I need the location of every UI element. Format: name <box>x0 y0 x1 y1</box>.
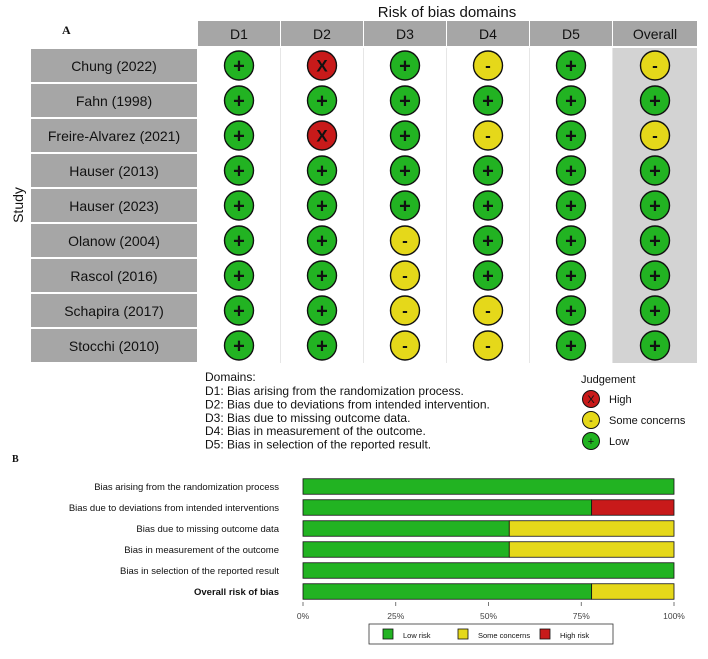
judgement-symbol: - <box>652 126 658 146</box>
judgement-symbol: + <box>399 90 411 113</box>
judgement-symbol: + <box>399 55 411 78</box>
domain-header-label: D5 <box>562 26 580 42</box>
panel-a-title: Risk of bias domains <box>377 4 517 21</box>
x-tick-label: 0% <box>296 611 310 621</box>
judgement-symbol: X <box>316 126 328 146</box>
study-name: Schapira (2017) <box>64 303 164 319</box>
bar-segment <box>303 563 674 579</box>
judgement-symbol: + <box>233 125 245 148</box>
summary-legend-swatch-some <box>458 629 468 639</box>
judgement-symbol: + <box>649 265 661 288</box>
judgement-symbol: + <box>565 335 577 358</box>
study-name: Freire-Alvarez (2021) <box>47 128 181 144</box>
judgement-symbol: + <box>649 335 661 358</box>
category-label: Bias due to missing outcome data <box>136 524 279 535</box>
study-name: Rascol (2016) <box>70 268 158 284</box>
domain-notes-title: Domains: <box>205 370 256 384</box>
domain-note: D2: Bias due to deviations from intended intervention. <box>205 397 490 412</box>
study-name: Hauser (2013) <box>69 163 159 179</box>
judgement-symbol: + <box>233 265 245 288</box>
panel-a-letter: A <box>62 23 71 37</box>
x-tick-label: 50% <box>479 611 498 621</box>
domain-header-label: D4 <box>479 26 497 42</box>
legend-symbol: - <box>589 415 593 427</box>
summary-legend-label: High risk <box>560 631 590 640</box>
judgement-symbol: + <box>482 90 494 113</box>
judgement-symbol: + <box>565 230 577 253</box>
judgement-symbol: X <box>316 56 328 76</box>
judgement-symbol: + <box>399 160 411 183</box>
bar-segment <box>592 584 674 600</box>
judgement-symbol: - <box>485 56 491 76</box>
judgement-symbol: + <box>316 90 328 113</box>
judgement-symbol: + <box>482 265 494 288</box>
traffic-light-grid <box>31 21 697 363</box>
legend-symbol: X <box>587 394 595 406</box>
domain-note: D4: Bias in measurement of the outcome. <box>205 424 426 439</box>
study-name: Chung (2022) <box>71 58 157 74</box>
judgement-symbol: - <box>485 336 491 356</box>
legend-label: Low <box>609 436 630 448</box>
domain-header-label: Overall <box>632 26 678 42</box>
judgement-symbol: + <box>565 125 577 148</box>
judgement-symbol: + <box>482 195 494 218</box>
judgement-symbol: + <box>649 160 661 183</box>
domain-header-label: D3 <box>396 26 414 42</box>
x-tick-label: 75% <box>572 611 590 621</box>
domain-header-label: D2 <box>313 26 331 42</box>
judgement-symbol: + <box>649 230 661 253</box>
study-name: Stocchi (2010) <box>68 338 160 354</box>
judgement-symbol: + <box>233 300 245 323</box>
judgement-symbol: + <box>649 300 661 323</box>
domain-note: D5: Bias in selection of the reported result. <box>205 437 432 452</box>
study-axis-label: Study <box>10 187 26 223</box>
legend-symbol: + <box>587 436 595 448</box>
judgement-symbol: - <box>402 336 408 356</box>
judgement-symbol: + <box>316 335 328 358</box>
judgement-symbol: + <box>316 265 328 288</box>
bar-segment <box>592 500 674 516</box>
judgement-symbol: - <box>652 56 658 76</box>
judgement-symbol: + <box>316 230 328 253</box>
x-tick-label: 25% <box>387 611 405 621</box>
judgement-symbol: + <box>316 160 328 183</box>
judgement-symbol: + <box>233 195 245 218</box>
bar-segment <box>303 584 592 600</box>
bar-segment <box>509 542 674 558</box>
domain-note: D1: Bias arising from the randomization process. <box>205 384 464 398</box>
judgement-symbol: + <box>316 300 328 323</box>
judgement-symbol: + <box>233 230 245 253</box>
category-label: Overall risk of bias <box>193 587 279 598</box>
summary-bar-chart <box>69 479 685 621</box>
summary-legend-label: Some concerns <box>478 631 531 640</box>
domain-notes <box>205 384 490 452</box>
judgement-symbol: + <box>399 195 411 218</box>
bar-segment <box>303 521 509 537</box>
panel-b-letter: B <box>12 454 19 465</box>
judgement-legend-title: Judgement <box>581 374 636 386</box>
study-name: Hauser (2023) <box>69 198 159 214</box>
judgement-symbol: + <box>565 90 577 113</box>
legend-label: High <box>609 394 632 406</box>
judgement-symbol: + <box>233 90 245 113</box>
bar-segment <box>303 500 592 516</box>
judgement-symbol: - <box>402 231 408 251</box>
domain-header-label: D1 <box>230 26 248 42</box>
judgement-symbol: + <box>565 160 577 183</box>
bar-segment <box>509 521 674 537</box>
summary-legend <box>369 624 613 644</box>
study-name: Olanow (2004) <box>68 233 160 249</box>
category-label: Bias in selection of the reported result <box>120 566 279 577</box>
category-label: Bias arising from the randomization process <box>94 482 279 493</box>
judgement-symbol: - <box>402 301 408 321</box>
judgement-symbol: - <box>485 126 491 146</box>
summary-legend-label: Low risk <box>403 631 431 640</box>
category-label: Bias in measurement of the outcome <box>124 545 279 556</box>
judgement-symbol: + <box>565 300 577 323</box>
judgement-legend <box>583 391 686 450</box>
judgement-symbol: - <box>485 301 491 321</box>
judgement-symbol: + <box>649 195 661 218</box>
summary-legend-swatch-low <box>383 629 393 639</box>
judgement-symbol: + <box>233 335 245 358</box>
judgement-symbol: + <box>565 55 577 78</box>
judgement-symbol: + <box>316 195 328 218</box>
category-label: Bias due to deviations from intended interventions <box>68 503 279 514</box>
bar-segment <box>303 479 674 495</box>
judgement-symbol: + <box>565 265 577 288</box>
x-tick-label: 100% <box>663 611 685 621</box>
judgement-symbol: + <box>649 90 661 113</box>
judgement-symbol: + <box>233 160 245 183</box>
study-name: Fahn (1998) <box>75 93 153 109</box>
summary-legend-swatch-high <box>540 629 550 639</box>
judgement-symbol: + <box>399 125 411 148</box>
judgement-symbol: + <box>565 195 577 218</box>
bar-segment <box>303 542 509 558</box>
judgement-symbol: - <box>402 266 408 286</box>
legend-label: Some concerns <box>609 415 686 427</box>
judgement-symbol: + <box>233 55 245 78</box>
judgement-symbol: + <box>482 160 494 183</box>
domain-note: D3: Bias due to missing outcome data. <box>205 410 411 425</box>
judgement-symbol: + <box>482 230 494 253</box>
